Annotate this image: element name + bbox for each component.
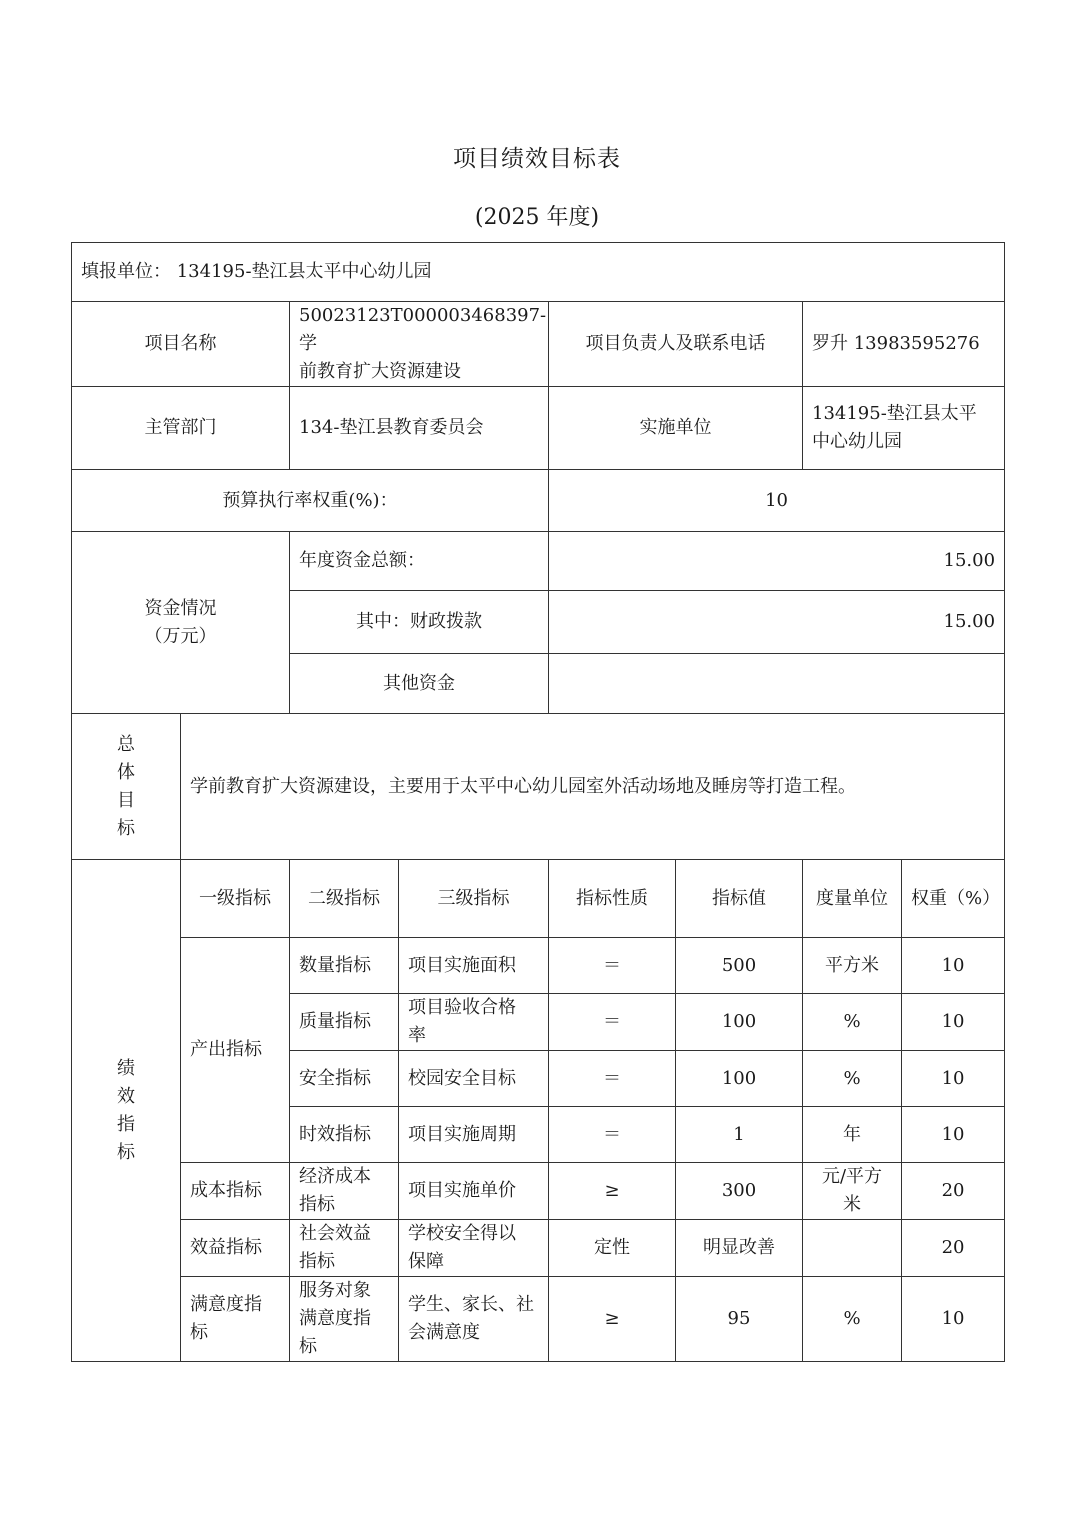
level3-cell [399, 994, 549, 1051]
project-name-line-2: 前教育扩大资源建设 [299, 361, 461, 382]
goal-char: 标 [117, 817, 135, 839]
budget-weight-label: 预算执行率权重(%)： [72, 470, 549, 532]
implementing-unit-value [803, 387, 1005, 470]
header-level3: 三级指标 [399, 860, 549, 938]
header-value: 指标值 [676, 860, 803, 938]
header-weight: 权重（%） [902, 860, 1005, 938]
level2-cell: 质量指标 [290, 994, 399, 1051]
funds-total-label: 年度资金总额： [290, 532, 549, 591]
level2-cell [290, 1277, 399, 1362]
value-cell: 500 [676, 938, 803, 994]
indicator-header-row [72, 860, 1005, 938]
level2-line: 服务对象 [299, 1280, 371, 1301]
level3-line: 学校安全得以 [408, 1223, 516, 1244]
goal-char: 总 [117, 733, 135, 755]
level2-line: 指标 [299, 1194, 335, 1215]
funds-other-value [549, 654, 1005, 714]
header-level2: 二级指标 [290, 860, 399, 938]
overall-goal-text: 学前教育扩大资源建设，主要用于太平中心幼儿园室外活动场地及睡房等打造工程。 [181, 714, 1005, 860]
level2-cell: 数量指标 [290, 938, 399, 994]
unit-cell: 平方米 [803, 938, 902, 994]
indicator-char: 指 [117, 1113, 135, 1135]
weight-cell: 10 [902, 994, 1005, 1051]
value-cell: 100 [676, 994, 803, 1051]
level2-cell: 时效指标 [290, 1107, 399, 1163]
level2-line: 社会效益 [299, 1223, 371, 1244]
level1-cell: 成本指标 [181, 1163, 290, 1220]
header-unit: 度量单位 [803, 860, 902, 938]
report-unit-cell [72, 243, 1005, 302]
level2-line: 经济成本 [299, 1166, 371, 1187]
level1-line: 满意度指 [190, 1294, 262, 1315]
weight-cell: 10 [902, 1051, 1005, 1107]
unit-cell [803, 1220, 902, 1277]
level2-cell: 安全指标 [290, 1051, 399, 1107]
unit-cell: % [803, 1051, 902, 1107]
report-unit-value: 134195-垫江县太平中心幼儿园 [176, 261, 432, 282]
funds-total-row [72, 532, 1005, 591]
nature-cell: ＝ [549, 1107, 676, 1163]
value-cell: 明显改善 [676, 1220, 803, 1277]
value-cell: 1 [676, 1107, 803, 1163]
funds-total-value: 15.00 [549, 532, 1005, 591]
level1-line: 标 [190, 1322, 208, 1343]
weight-cell: 20 [902, 1163, 1005, 1220]
level3-cell: 项目实施单价 [399, 1163, 549, 1220]
level1-cell: 效益指标 [181, 1220, 290, 1277]
nature-cell: ＝ [549, 1051, 676, 1107]
level3-line: 率 [408, 1025, 426, 1046]
project-leader-value: 罗升 13983595276 [803, 302, 1005, 387]
benefit-indicator-row [72, 1220, 1005, 1277]
unit-line: 米 [843, 1194, 861, 1215]
unit-cell [803, 1163, 902, 1220]
level2-cell [290, 1163, 399, 1220]
weight-cell: 10 [902, 1107, 1005, 1163]
indicator-char: 绩 [117, 1057, 135, 1079]
weight-cell: 10 [902, 938, 1005, 994]
goal-char: 目 [117, 789, 135, 811]
funds-label-line-1: 资金情况 [144, 597, 217, 619]
goal-char: 体 [117, 761, 135, 783]
cost-indicator-row [72, 1163, 1005, 1220]
value-cell: 95 [676, 1277, 803, 1362]
overall-goal-label [72, 714, 181, 860]
unit-line: 元/平方 [821, 1166, 883, 1187]
value-cell: 300 [676, 1163, 803, 1220]
indicator-char: 效 [117, 1085, 135, 1107]
performance-target-table [71, 242, 1005, 1362]
implementing-unit-line-1: 134195-垫江县太平 [812, 403, 977, 424]
satisfaction-indicator-row [72, 1277, 1005, 1362]
performance-indicators-label [72, 860, 181, 1362]
project-leader-label: 项目负责人及联系电话 [549, 302, 803, 387]
level2-cell [290, 1220, 399, 1277]
page-subtitle: (2025 年度) [474, 205, 600, 230]
unit-cell: % [803, 994, 902, 1051]
level3-line: 会满意度 [408, 1322, 480, 1343]
department-row [72, 387, 1005, 470]
level3-line: 项目验收合格 [408, 997, 516, 1018]
header-level1: 一级指标 [181, 860, 290, 938]
level3-cell: 项目实施周期 [399, 1107, 549, 1163]
implementing-unit-label: 实施单位 [549, 387, 803, 470]
level3-cell: 项目实施面积 [399, 938, 549, 994]
level2-line: 指标 [299, 1251, 335, 1272]
level3-line: 保障 [408, 1251, 444, 1272]
header-nature: 指标性质 [549, 860, 676, 938]
weight-cell: 20 [902, 1220, 1005, 1277]
level2-line: 标 [299, 1336, 317, 1357]
funds-fiscal-label: 其中：财政拨款 [290, 591, 549, 654]
nature-cell: ＝ [549, 994, 676, 1051]
funds-other-label: 其他资金 [290, 654, 549, 714]
funds-fiscal-value: 15.00 [549, 591, 1005, 654]
level1-cell [181, 1277, 290, 1362]
value-cell: 100 [676, 1051, 803, 1107]
department-label: 主管部门 [72, 387, 290, 470]
level3-cell [399, 1277, 549, 1362]
level3-cell [399, 1220, 549, 1277]
indicator-char: 标 [117, 1141, 135, 1163]
funds-label-line-2: （万元） [144, 625, 217, 647]
page-title: 项目绩效目标表 [453, 146, 621, 172]
nature-cell: ≥ [549, 1163, 676, 1220]
nature-cell: 定性 [549, 1220, 676, 1277]
project-row [72, 302, 1005, 387]
nature-cell: ＝ [549, 938, 676, 994]
level2-line: 满意度指 [299, 1308, 371, 1329]
level3-cell: 校园安全目标 [399, 1051, 549, 1107]
budget-weight-value: 10 [549, 470, 1005, 532]
output-indicator-label: 产出指标 [181, 938, 290, 1163]
project-name-line-1: 50023123T000003468397-学 [299, 305, 547, 354]
report-unit-row [72, 243, 1005, 302]
department-value: 134-垫江县教育委员会 [290, 387, 549, 470]
implementing-unit-line-2: 中心幼儿园 [812, 431, 902, 452]
report-unit-label: 填报单位： [81, 261, 171, 282]
level3-line: 学生、家长、社 [408, 1294, 534, 1315]
unit-cell: % [803, 1277, 902, 1362]
overall-goal-row [72, 714, 1005, 860]
project-name-value [290, 302, 549, 387]
nature-cell: ≥ [549, 1277, 676, 1362]
funds-label [72, 532, 290, 714]
project-name-label: 项目名称 [72, 302, 290, 387]
weight-cell: 10 [902, 1277, 1005, 1362]
indicator-row [72, 938, 1005, 994]
budget-row [72, 470, 1005, 532]
unit-cell: 年 [803, 1107, 902, 1163]
